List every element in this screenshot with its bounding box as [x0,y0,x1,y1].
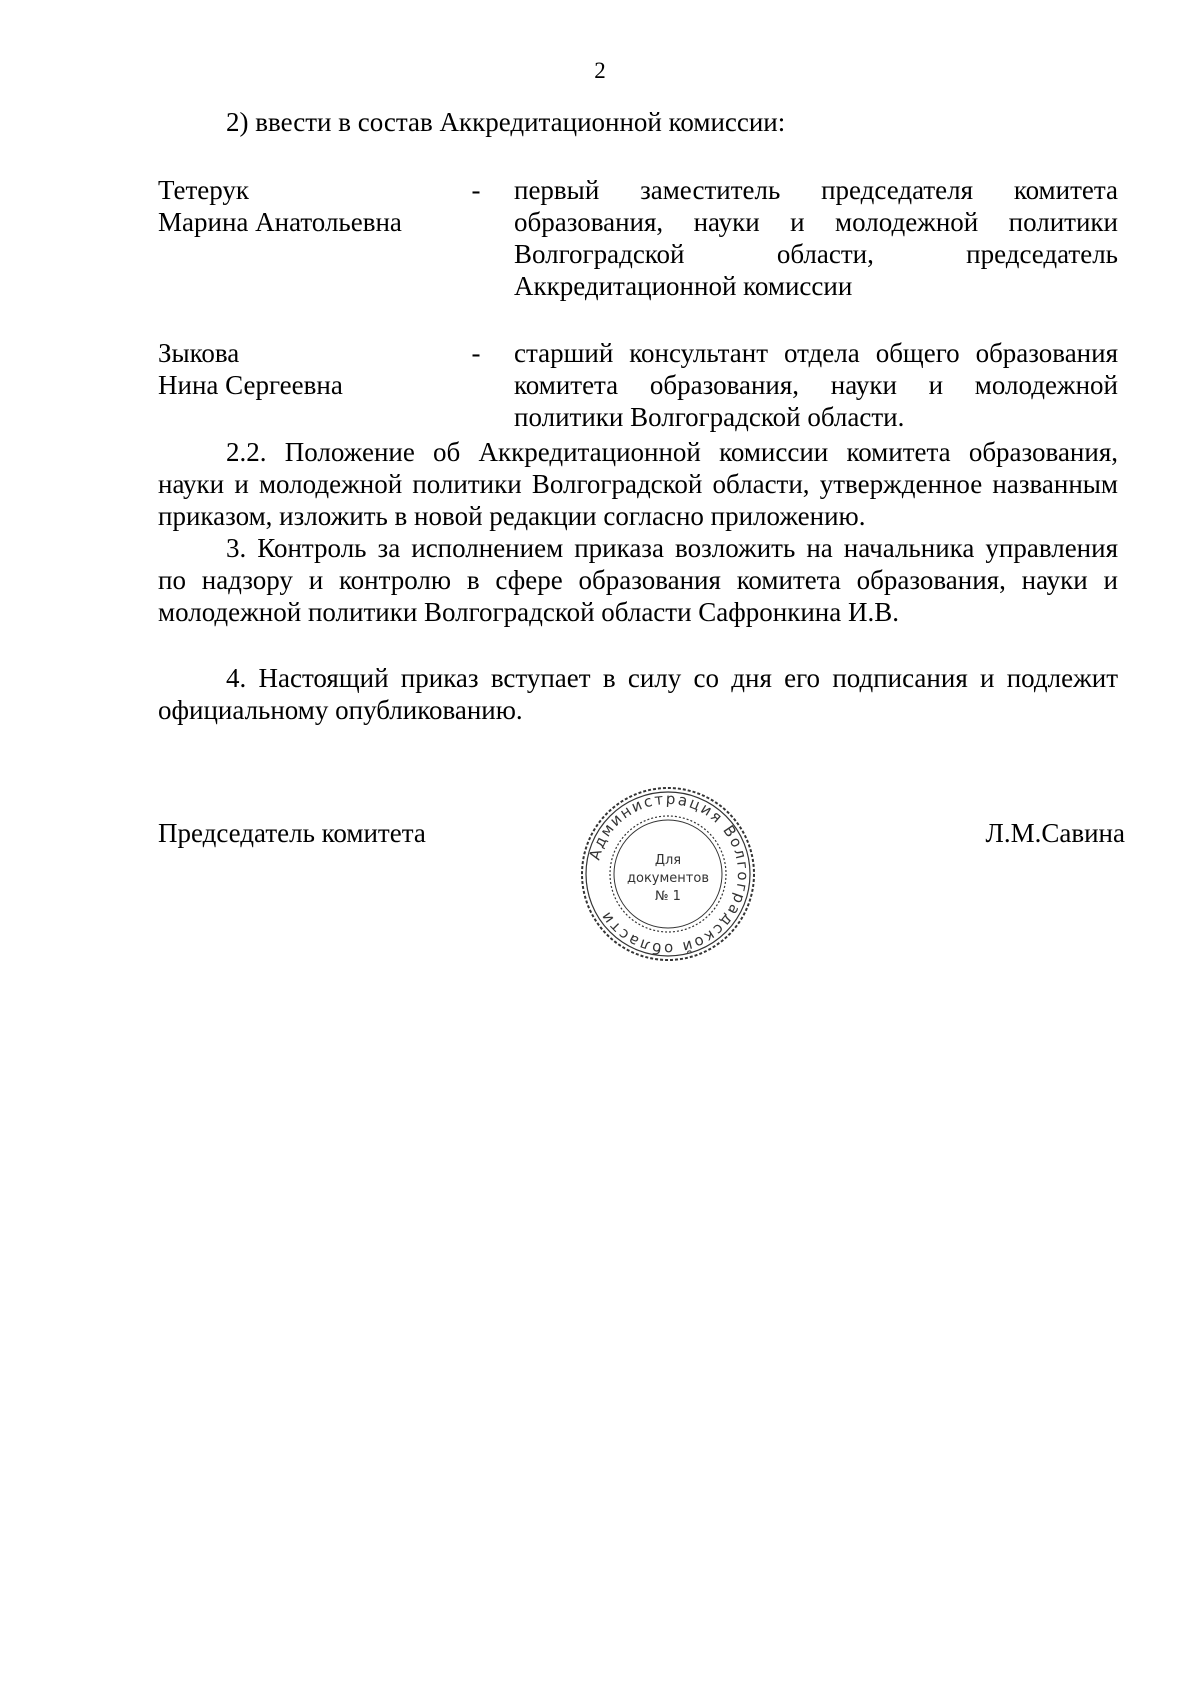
commission-member-zykova [158,337,1118,437]
member-surname: Зыкова [158,338,240,368]
page-number: 2 [594,58,606,83]
member-given-name: Марина Анатольевна [158,207,402,237]
seal-inner-line-1: Для [654,853,682,868]
member-name [158,174,458,238]
member-role: старший консультант отдела общего образования комитета образования, науки и молодежной политики Волгоградской области. [514,338,1118,432]
paragraph-3: 3. Контроль за исполнением приказа возложить на начальника управления по надзору и контролю в сфере образования комитета образования, науки и молодежной политики Волгоградской области Сафронкина И.В. [158,533,1118,627]
member-name [158,337,458,401]
intro-line: 2) ввести в состав Аккредитационной комиссии: [226,107,786,137]
official-seal-stamp [578,784,758,964]
commission-member-teteruk [158,174,1118,304]
seal-inner-line-2: документов [627,871,709,886]
member-surname: Тетерук [158,175,249,205]
member-role: первый заместитель председателя комитета образования, науки и молодежной политики Волгоградской области, председатель Аккредитационной комиссии [514,175,1118,301]
signatory-name: Л.М.Савина [985,818,1125,848]
member-dash: - [471,175,481,205]
member-given-name: Нина Сергеевна [158,370,343,400]
paragraph-2-2: 2.2. Положение об Аккредитационной комиссии комитета образования, науки и молодежной политики Волгоградской области, утвержденное названным приказом, изложить в новой редакции согласно приложению. [158,437,1118,531]
member-dash: - [471,338,481,368]
seal-inner-line-3: № 1 [655,889,681,904]
paragraph-4: 4. Настоящий приказ вступает в силу со дня его подписания и подлежит официальному опубликованию. [158,663,1118,725]
seal-graphic [578,784,758,964]
seal-outer-text: Администрация Волгоградской области [585,789,753,959]
signatory-position: Председатель комитета [158,818,426,848]
